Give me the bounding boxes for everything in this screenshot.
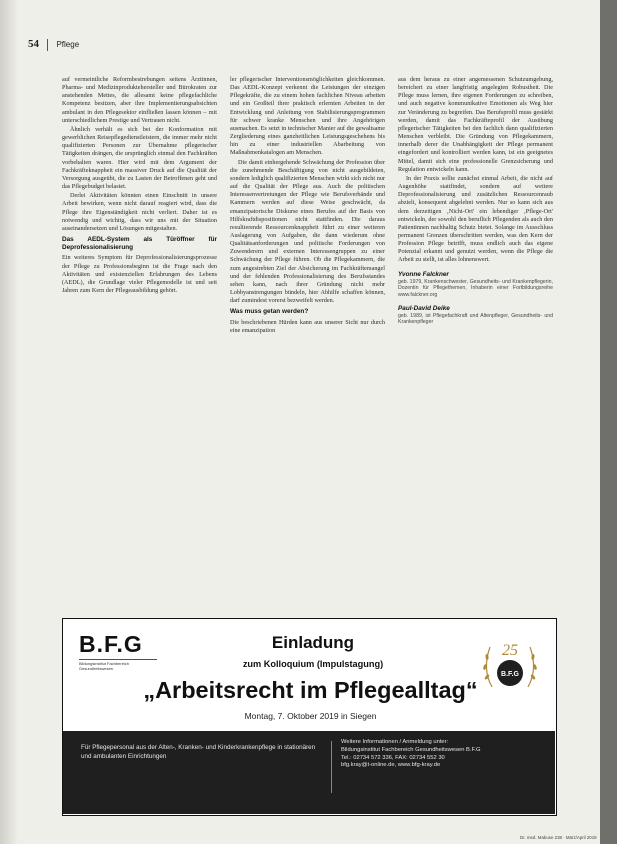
col1-paragraph: auf vermeintliche Reformbestrebungen seitens Ärztinnen, Pharma- und Medizinproduktehersteller und Bürokraten zur anstehenden Mettes, die allesamt keine pflegefachliche Kompetenz besitzen, aber ihre Implementierungsabsichten ambulant in den Pflegesektor einfließen lassen können – mit unterschiedlichem Prestige und Vertrauen nicht. bbox=[62, 76, 217, 124]
ad-target-audience: Für Pflegepersonal aus der Alten-, Kranken- und Kinderkrankenpflege in stationären und ambulanten Einrichtungen bbox=[81, 744, 316, 760]
contact-line: bfg.kray@t-online.de, www.bfg-kray.de bbox=[341, 762, 441, 769]
article-column-2 bbox=[230, 76, 385, 588]
ad-subtitle: zum Kolloquium (Impulstagung) bbox=[242, 659, 384, 669]
ad-footer-divider bbox=[331, 741, 332, 793]
author-block bbox=[398, 271, 553, 299]
author-block bbox=[398, 305, 553, 326]
ad-contact-info bbox=[341, 739, 541, 770]
header-separator bbox=[47, 39, 48, 51]
author-name: Yvonne Falckner bbox=[398, 270, 449, 278]
bfg-logo-tagline: Bildungsinstitut Fachbereich Gesundheitswesen bbox=[79, 659, 157, 671]
col1-paragraph: Derlei Aktivitäten könnten einen Einschnitt in unsere Arbeit bewirken, wenn nicht darauf reagiert wird, dass die Pflege ihre Eigenständigkeit nicht verliert. Daher ist es notwendig und wichtig, dass wir uns mit der Situation auseinandersetzen und Lösungen mitgestalten. bbox=[62, 192, 217, 232]
ad-date: Montag, 7. Oktober 2019 in Siegen bbox=[244, 711, 377, 721]
contact-line: Tel.: 02734 572 336, FAX: 02734 552 30 bbox=[341, 754, 445, 761]
event-advertisement bbox=[62, 618, 557, 816]
col2-paragraph: Die damit einhergehende Schwächung der Profession über die zunehmende Beschäftigung von nicht ausgebildeten, sondern lediglich qualifizierten Menschen wirkt sich nicht nur auf die Qualität der Pflege aus. Auch die politischen Interessenvertretungen der Pflege wie Berufsverbände und Kammern werden auf diese Weise geschwächt, da emanzipatorische Diskurse eines Berufes auf der Basis von Hilfskraftdispositionen nicht stattfinden. Die daraus resultierende Ressourcenknappheit führt zu einer weiteren Auslagerung von Aufgaben, die dann wiederum ohne Qualitätsanforderungen und politische Forderungen von Zuwenderern und externen Interessengruppen zu einer Schwächung der Pflege führen. Ob die Pflegekammern, die zum angestrebten Ziel der Absicherung im Fachkräftemangel und der fehlenden Professionalisierung des Berufsstandes sehen kann, nach ihrer Gründung nicht mehr Lobbyanstrengungen bündeln, hier Abhilfe schaffen können, darf zumindest vorerst bezweifelt werden. bbox=[230, 158, 385, 305]
page-gutter-shadow bbox=[0, 0, 18, 844]
seal-brand: B.F.G bbox=[501, 671, 519, 678]
author-bio: geb. 1979, Krankenschwester, Gesundheits- und Krankenpflegerin, Dozentin für Pflegethemen, Inhaberin einer Fortbildungsreihe www.falckner.org bbox=[398, 278, 553, 298]
bfg-logo bbox=[79, 631, 189, 671]
bfg-logo-mark: B.F.G bbox=[79, 631, 143, 657]
col2-section-heading: Was muss getan werden? bbox=[230, 308, 309, 316]
col3-paragraph: In der Praxis sollte zunächst einmal Arbeit, die nicht auf Augenhöhe stattfindet, sondern auf weitere Deprofessionalisierung und zusätzlichen Ressourcenraub abzielt, konsequent abgelehnt werden. Nur so kann sich aus dem derzeitigen ‚Nicht-Ort' ein lebendiger ‚Pflege-Ort' entwickeln, der sowohl den beruflich Pflegenden als auch den Patientinnen nachhaltig Schutz bietet. Solange im Ausschluss permanent Grenzen überschritten werden, was den Kern der Profession Pflege betrifft, muss endlich auch das eigene Potenzial erkannt und genutzt werden, wenn die Pflege die Arbeit zu stellt, ist alles lohnenswert. bbox=[398, 174, 553, 264]
section-label: Pflege bbox=[56, 40, 80, 49]
article-column-1 bbox=[62, 76, 217, 588]
article-column-3 bbox=[398, 76, 553, 588]
col1-paragraph: Ein weiteres Symptom für Deprofessionalisierungsprozesse der Pflege zu Professionsbeginn ist die Frage nach den Aktivitäten und existenziellen Erfahrungen des Lebens (AEDL), die Grundlage vieler Pflegemodelle ist und seit Jahren zum Kern der Pflegeausbildung gehört. bbox=[62, 254, 217, 294]
page-number: 54 bbox=[28, 38, 39, 50]
contact-line: Weitere Informationen / Anmeldung unter: bbox=[341, 739, 449, 745]
page-source-line: Dr. med. Mabuse 238 · März/April 2019 bbox=[520, 835, 597, 840]
author-name: Paul-David Deike bbox=[398, 304, 450, 312]
col2-paragraph: ler pflegerischer Interventionsmöglichkeiten gleichkommen. Das AEDL-Konzept verkennt die Leistungen der einzigen Pflegekräfte, die zu einem hohen fachlichen Niveau arbeiten und ein Großteil ihrer praktisch erlernten Arbeiten in der Entwicklung und Anleitung von Stabilisierungsprogrammen für schwer kranke Menschen und ihre Angehörigen ausmachen. Es setzt in technischer Manier auf die gewaltsame Zergliederung eines ganzheitlichen Leistungsgeschehens bis hin zu einer industriellen Abarbeitung von Maßnahmenkatalogen am Menschen. bbox=[230, 76, 385, 157]
ad-title: Einladung bbox=[271, 633, 355, 652]
anniversary-seal-icon bbox=[478, 629, 542, 699]
contact-line: Bildungsinstitut Fachbereich Gesundheitswesen B.F.G bbox=[341, 746, 481, 753]
col1-section-heading: Das AEDL-System als Türöffner für Deprofessionalisierung bbox=[62, 235, 217, 252]
author-bio: geb. 1989, ist Pflegefachkraft und Altenpfleger, Gesundheits- und Krankenpfleger bbox=[398, 312, 553, 326]
ad-headline: „Arbeitsrecht im Pflegealltag“ bbox=[143, 677, 478, 703]
page-header bbox=[28, 38, 79, 51]
col2-paragraph: Die beschriebenen Hürden kann aus unserer Sicht nur durch eine emanzipation bbox=[230, 318, 385, 334]
seal-number: 25 bbox=[502, 642, 518, 659]
ad-footer bbox=[63, 731, 555, 814]
col3-paragraph: aus dem heraus zu einer angemessenen Schutzumgebung, bereichert zu einer langfristig angelegten Robustheit. Die Pflege muss lernen, ihre eigenen Forderungen zu schreiben, und auch negative kommunikative Emotionen als Weg hier zur Veränderung zu begreifen. Das Berufsprofil muss gestärkt werden, damit das Fachkräfteprofil der Ausübung pflegerischer Tätigkeiten bei den fachlich dann qualifizierten Menschen verbleibt. Die Gründung von Pflegekammern, innerhalb derer die Unabhängigkeit der Pflege permanent eingefordert und kontrolliert werden kann, ist ein geeignetes Mittel, damit sich eine professionelle Grenzsicherung und Regulation entwickeln kann. bbox=[398, 76, 553, 173]
col1-paragraph: Ähnlich verhält es sich bei der Konformation mit gewerblichen Reisepflegedienstleistern, die immer mehr nicht qualifizierten Personen zur Übernahme pflegerischer Tätigkeiten drängen, die ursprünglich einmal den Fachkräften vorbehalten waren. Hier wird mit dem Argument der Fachkräfteknappheit ein massiver Druck auf die Qualität der Versorgung ausgeübt, die zu Lasten der Betroffenen geht und das Pflegebudget belastet. bbox=[62, 125, 217, 191]
